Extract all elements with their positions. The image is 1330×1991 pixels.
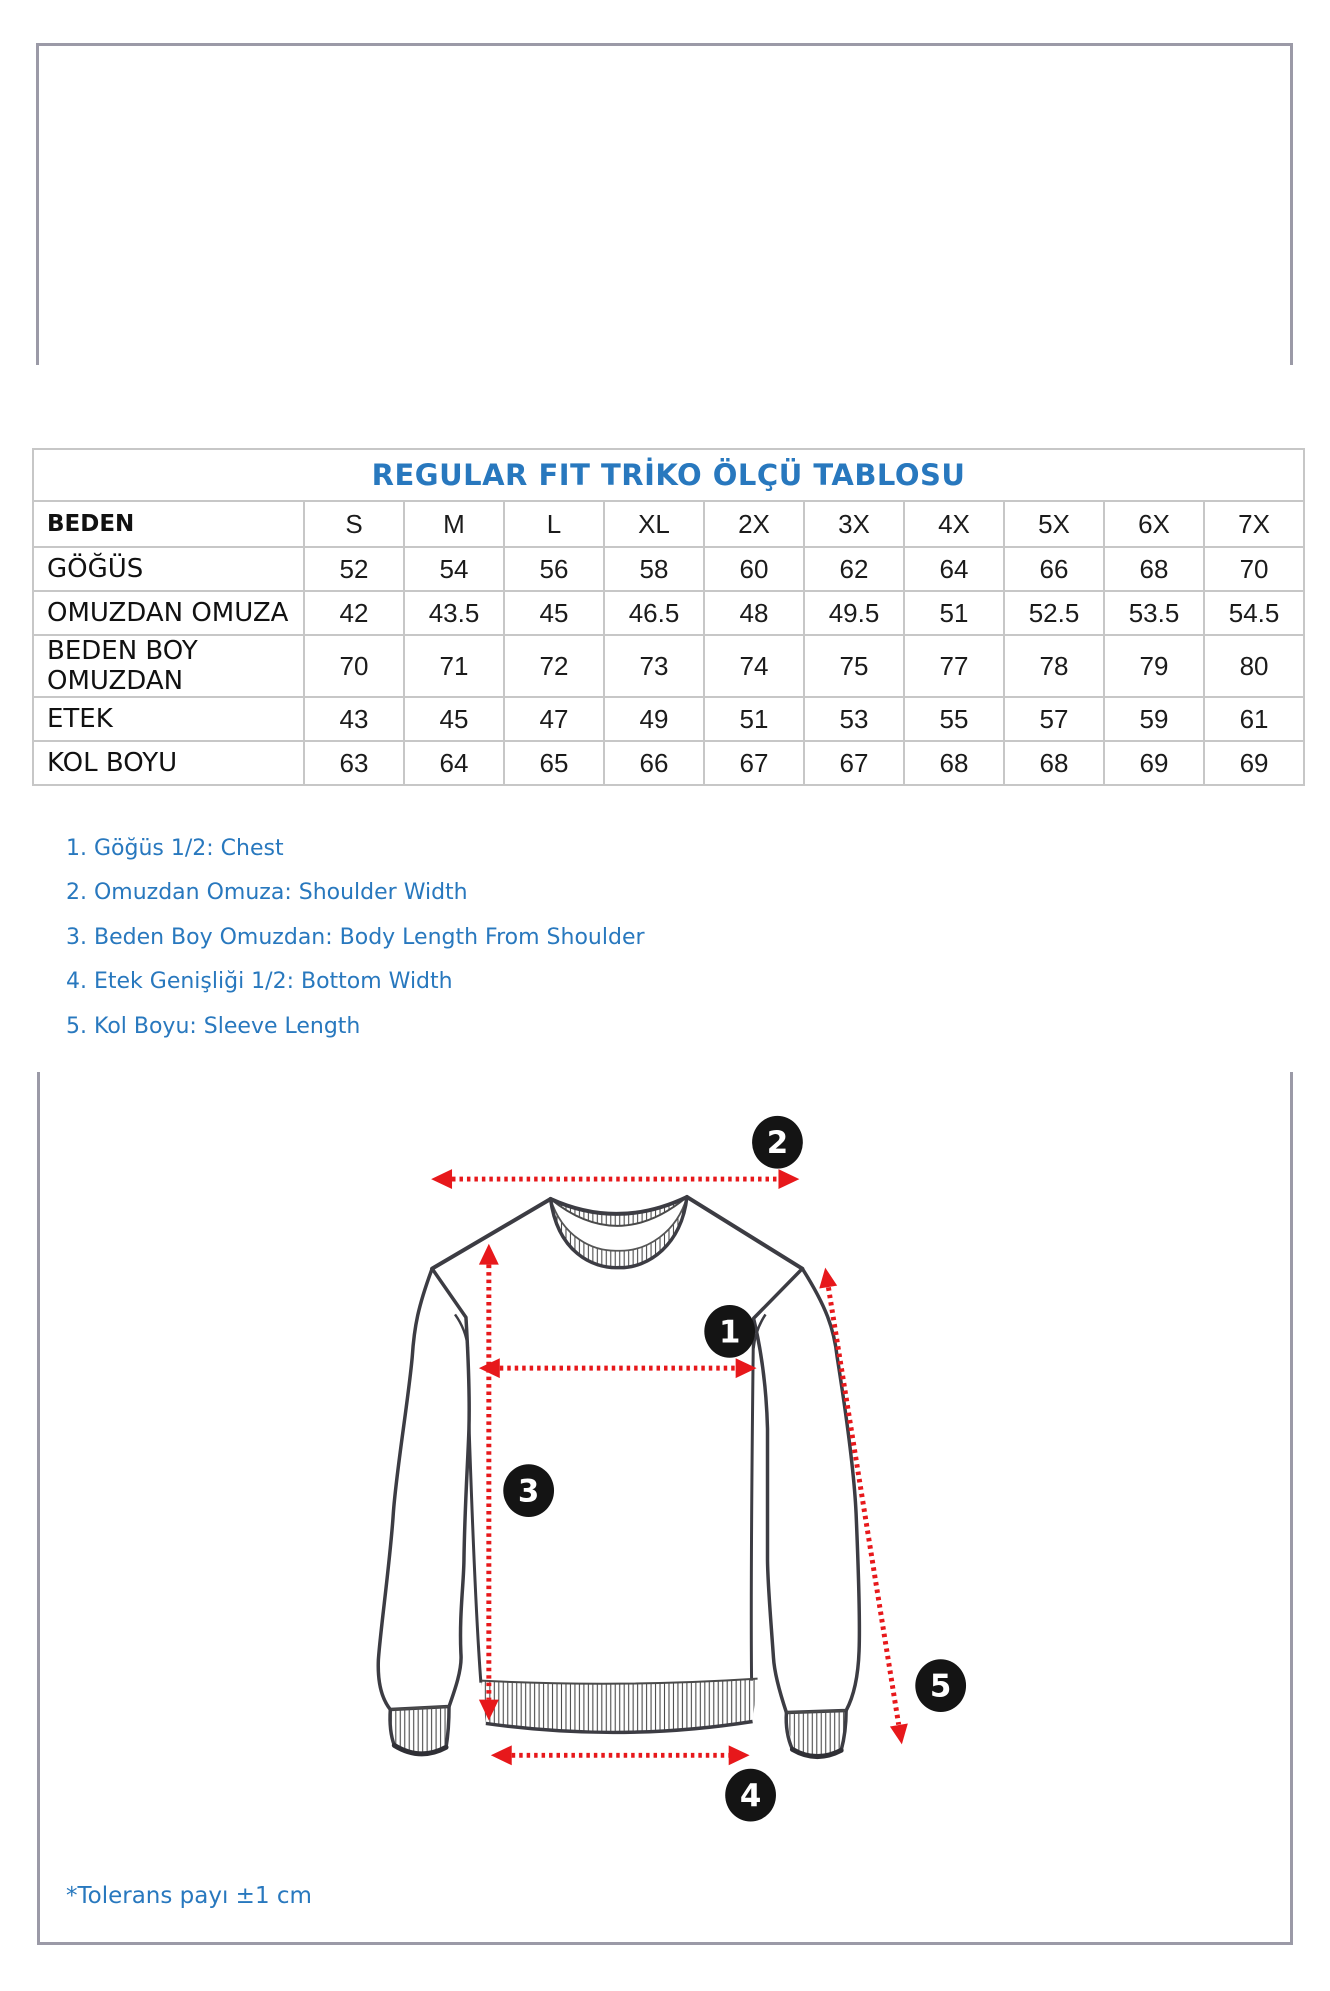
size-col: 6X — [1104, 501, 1204, 547]
table-row — [33, 635, 1304, 697]
marker-5 — [915, 1659, 966, 1712]
cell: 70 — [304, 635, 404, 697]
top-empty-box — [36, 43, 1293, 365]
cell: 51 — [904, 591, 1004, 635]
cell: 51 — [704, 697, 804, 741]
size-col: M — [404, 501, 504, 547]
cell: 56 — [504, 547, 604, 591]
table-title-row — [33, 449, 1304, 501]
row-label: BEDEN BOY OMUZDAN — [33, 635, 304, 697]
cell: 69 — [1204, 741, 1304, 785]
cell: 54 — [404, 547, 504, 591]
cell: 42 — [304, 591, 404, 635]
cell: 68 — [904, 741, 1004, 785]
cell: 52 — [304, 547, 404, 591]
cell: 67 — [704, 741, 804, 785]
cell: 75 — [804, 635, 904, 697]
legend-item: 1. Göğüs 1/2: Chest — [66, 835, 284, 861]
cell: 53 — [804, 697, 904, 741]
cell: 55 — [904, 697, 1004, 741]
legend-item: 2. Omuzdan Omuza: Shoulder Width — [66, 880, 468, 906]
cell: 60 — [704, 547, 804, 591]
cell: 43 — [304, 697, 404, 741]
cell: 61 — [1204, 697, 1304, 741]
cell: 68 — [1004, 741, 1104, 785]
table-row — [33, 697, 1304, 741]
cell: 68 — [1104, 547, 1204, 591]
size-col: 3X — [804, 501, 904, 547]
measurement-legend — [66, 826, 645, 1049]
marker-4-label: 4 — [739, 1778, 762, 1815]
cell: 62 — [804, 547, 904, 591]
size-col: 7X — [1204, 501, 1304, 547]
sweater-right-sleeve — [754, 1269, 860, 1713]
table-row — [33, 591, 1304, 635]
legend-item: 3. Beden Boy Omuzdan: Body Length From Shoulder — [66, 924, 645, 950]
header-label: BEDEN — [33, 501, 304, 547]
marker-2 — [752, 1116, 803, 1169]
marker-3-label: 3 — [517, 1473, 540, 1510]
shoulder-width-arrow — [431, 1169, 799, 1189]
cell: 45 — [504, 591, 604, 635]
size-col: 5X — [1004, 501, 1104, 547]
cell: 63 — [304, 741, 404, 785]
cell: 49 — [604, 697, 704, 741]
table-row — [33, 547, 1304, 591]
sweater-left-sleeve — [378, 1269, 469, 1710]
marker-5-label: 5 — [929, 1668, 952, 1705]
cell: 52.5 — [1004, 591, 1104, 635]
marker-3 — [503, 1464, 554, 1517]
row-label: GÖĞÜS — [33, 547, 304, 591]
cell: 58 — [604, 547, 704, 591]
cell: 65 — [504, 741, 604, 785]
marker-1-label: 1 — [718, 1314, 741, 1351]
size-col: L — [504, 501, 604, 547]
marker-1 — [704, 1305, 755, 1358]
sweater-measurement-diagram — [40, 1072, 1290, 1942]
cell: 64 — [904, 547, 1004, 591]
bottom-width-arrow — [491, 1745, 750, 1765]
cell: 77 — [904, 635, 1004, 697]
table-header-row — [33, 501, 1304, 547]
legend-item: 5. Kol Boyu: Sleeve Length — [66, 1013, 361, 1039]
cell: 47 — [504, 697, 604, 741]
cell: 72 — [504, 635, 604, 697]
table-title: REGULAR FIT TRİKO ÖLÇÜ TABLOSU — [33, 449, 1304, 501]
row-label: ETEK — [33, 697, 304, 741]
cell: 57 — [1004, 697, 1104, 741]
cell: 64 — [404, 741, 504, 785]
cell: 54.5 — [1204, 591, 1304, 635]
cell: 45 — [404, 697, 504, 741]
cell: 46.5 — [604, 591, 704, 635]
cell: 66 — [604, 741, 704, 785]
sweater-hem-band — [481, 1679, 758, 1733]
cell: 73 — [604, 635, 704, 697]
cell: 67 — [804, 741, 904, 785]
cell: 80 — [1204, 635, 1304, 697]
marker-2-label: 2 — [766, 1125, 789, 1162]
cell: 69 — [1104, 741, 1204, 785]
cell: 71 — [404, 635, 504, 697]
size-col: S — [304, 501, 404, 547]
cell: 43.5 — [404, 591, 504, 635]
cell: 53.5 — [1104, 591, 1204, 635]
cell: 79 — [1104, 635, 1204, 697]
cell: 66 — [1004, 547, 1104, 591]
marker-4 — [725, 1769, 776, 1822]
size-col: 2X — [704, 501, 804, 547]
measurement-diagram-box — [37, 1072, 1293, 1945]
table-row — [33, 741, 1304, 785]
cell: 49.5 — [804, 591, 904, 635]
row-label: OMUZDAN OMUZA — [33, 591, 304, 635]
cell: 74 — [704, 635, 804, 697]
size-col: XL — [604, 501, 704, 547]
row-label: KOL BOYU — [33, 741, 304, 785]
tolerance-note: *Tolerans payı ±1 cm — [66, 1883, 312, 1909]
cell: 70 — [1204, 547, 1304, 591]
cell: 48 — [704, 591, 804, 635]
size-col: 4X — [904, 501, 1004, 547]
cell: 78 — [1004, 635, 1104, 697]
cell: 59 — [1104, 697, 1204, 741]
size-table — [32, 448, 1305, 786]
legend-item: 4. Etek Genişliği 1/2: Bottom Width — [66, 969, 453, 995]
